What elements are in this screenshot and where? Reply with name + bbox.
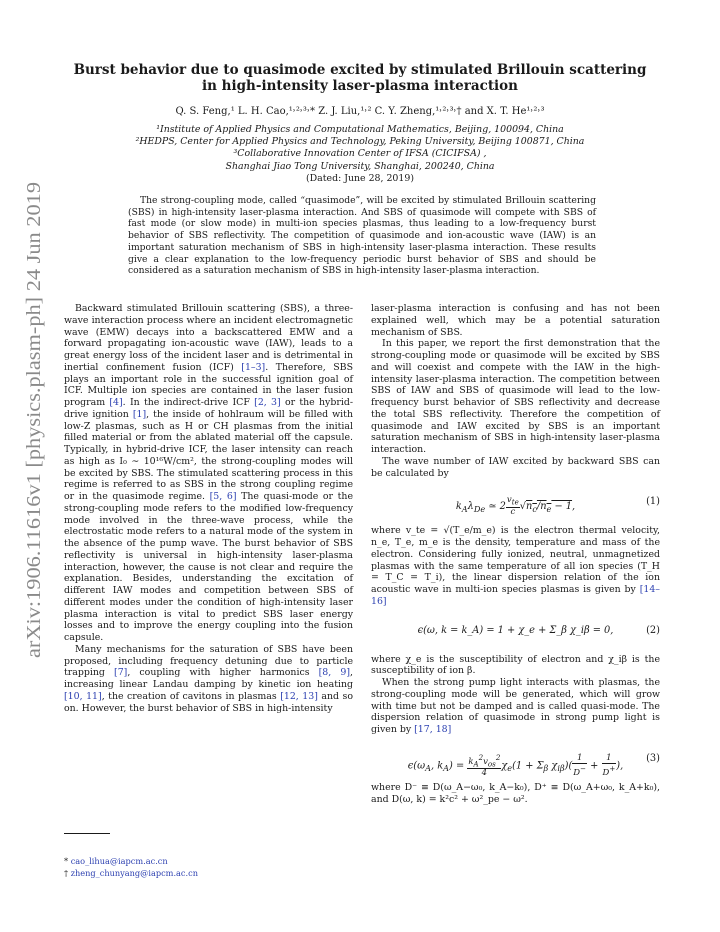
arxiv-stamp-text: arXiv:1906.11616v1 [physics.plasm-ph] 24 Jun 2019: [24, 242, 45, 658]
equation-2-body: ϵ(ω, k = k_A) = 1 + χ_e + Σ_β χ_iβ = 0,: [417, 624, 614, 636]
arxiv-stamp: [10, 180, 50, 660]
intro-paragraph: Backward stimulated Brillouin scattering (SBS), a three-wave interaction process where an incident electromagnetic wave (EMW) decays into a backscattered EMW and a forward propagating ion-acoustic wave (IAW), leads to a great energy loss of the incident laser and is detrimental in inertial confinement fusion (ICF) [1–3]. Therefore, SBS plays an important role in the successful ignition goal of ICF. Multiple ion species are contained in the laser fusion program [4]. In the indirect-drive ICF [2, 3] or the hybrid-drive ignition [1], the inside of hohlraum will be filled with low-Z plasmas, such as H or CH plasmas from the initial filled material or from the ablated material off the capsule. Typically, in hybrid-drive ICF, the laser intensity can reach as high as I₀ ∼ 10¹⁶W/cm², the strong-coupling modes will be excited by SBS. The stimulated scattering process in this regime is referred to as SBS in the strong coupling regime or in the quasimode regime. [5, 6] The quasi-mode or the strong-coupling mode refers to the modified low-frequency mode involved in the three-wave process, while the electrostatic mode refers to a natural mode of the system in the absence of the pump wave. The burst behavior of SBS reflectivity is universal in high-intensity laser-plasma interaction, however, the cause is not clear and require the explanation. Besides, understanding the excitation of different IAW modes and competition between SBS of different modes under the condition of high-intensity laser plasma interaction is vital to predict SBS laser energy losses and to improve the energy coupling into the fusion capsule.: [64, 303, 353, 643]
equation-1-body: $k_A\lambda_{De}$ ≃ 2 $\frac{v_{te}}{c}$ $√n_c/n_e - 1$,: [455, 495, 576, 517]
dated-line: (Dated: June 28, 2019): [306, 172, 414, 184]
wave-number-paragraph: The wave number of IAW excited by backward SBS can be calculated by: [371, 455, 660, 479]
citation-link[interactable]: [5, 6]: [209, 491, 237, 502]
affiliation-line: ¹Institute of Applied Physics and Computational Mathematics, Beijing, 100094, China: [156, 124, 564, 135]
footnote-corresponding-1: * cao_lihua@iapcm.ac.cn: [64, 856, 168, 866]
citation-link[interactable]: [10, 11]: [64, 690, 102, 702]
citation-link[interactable]: [17, 18]: [414, 724, 452, 735]
footnote-rule: [64, 833, 110, 834]
continued-paragraph: laser-plasma interaction is confusing and has not been explained well, which may be a potential saturation mechanism of SBS.: [371, 303, 660, 338]
right-column: [371, 303, 660, 805]
susceptibility-paragraph: where χ_e is the susceptibility of electron and χ_iβ is the susceptibility of ion β.: [371, 653, 660, 677]
equation-3: [371, 744, 660, 779]
report-paragraph: In this paper, we report the first demonstration that the strong-coupling mode or quasimode will be excited by SBS and will coexist and compete with the IAW in the high-intensity laser-plasma interaction. The competition between SBS of IAW and SBS of quasimode will lead to the low-frequency burst behavior of SBS reflectivity and decrease the total SBS reflectivity. Therefore the competition of quasimode and IAW excited by SBS is an important saturation mechanism of SBS in high-intensity laser-plasma interaction.: [371, 338, 660, 455]
footnotes: [64, 855, 198, 879]
abstract: The strong-coupling mode, called “quasimode”, will be excited by stimulated Brillouin scattering (SBS) in high-intensity laser-plasma interaction. And SBS of quasimode will compete with SBS of fast mode (or slow mode) in multi-ion species plasmas, thus leading to a low-frequency burst behavior of SBS reflectivity. The competition of quasimode and ion-acoustic wave (IAW) is an important saturation mechanism of SBS in high-intensity laser-plasma interaction. These results give a clear explanation to the low-frequency periodic burst behavior of SBS and should be considered as a saturation mechanism of SBS in high-intensity laser-plasma interaction.: [128, 195, 596, 277]
email-link[interactable]: zheng_chunyang@iapcm.ac.cn: [70, 868, 198, 878]
equation-3-number: (3): [646, 752, 660, 764]
equation-1-number: (1): [646, 496, 660, 508]
citation-link[interactable]: [8, 9]: [318, 667, 351, 679]
affiliation-line: Shanghai Jiao Tong University, Shanghai, 200240, China: [225, 160, 495, 172]
definitions-paragraph: where D⁻ ≡ D(ω_A−ω₀, k_A−k₀), D⁺ ≡ D(ω_A+ω₀, k_A+k₀), and D(ω, k) = k²c² + ω²_pe − ω².: [371, 781, 660, 805]
affiliation-line: ²HEDPS, Center for Applied Physics and Technology, Peking University, Beijing 100871, China: [135, 136, 585, 148]
footnote-corresponding-2: † zheng_chunyang@iapcm.ac.cn: [64, 868, 198, 878]
equation-3-body: $\epsilon(\omega_A$, $k_A$) = $\frac{k_A^2v_{os}^2}{4}$ $\chi_e(1 + \Sigma_\beta$ $\chi_{i\beta}$)( $\frac{1}{D^-}$ + $\frac{1}{D^+}$ ),: [407, 752, 624, 779]
saturation-paragraph: Many mechanisms for the saturation of SBS have been proposed, including frequency detuning due to particle trapping [7], coupling with higher harmonics [8, 9], increasing linear Landau damping by kinetic ion heating [10, 11], the creation of cavitons in plasmas [12, 13] and so on. However, the burst behavior of SBS in high-intensity: [64, 643, 354, 714]
citation-link[interactable]: [14–16]: [371, 584, 660, 607]
author-list: Q. S. Feng,¹ L. H. Cao,¹˒²˒³˒* Z. J. Liu,¹˒² C. Y. Zheng,¹˒²˒³˒† and X. T. He¹˒²˒³: [175, 106, 545, 117]
paper-title: Burst behavior due to quasimode excited by stimulated Brillouin scattering in high-intensity laser-plasma interaction: [73, 62, 647, 94]
citation-link[interactable]: [4]: [109, 397, 123, 408]
equation-2: [371, 616, 660, 646]
citation-link[interactable]: [2, 3]: [254, 397, 281, 408]
citation-link[interactable]: [7]: [114, 667, 128, 679]
affiliations: [70, 124, 650, 185]
citation-link[interactable]: [12, 13]: [280, 690, 318, 702]
email-link[interactable]: cao_lihua@iapcm.ac.cn: [70, 856, 168, 866]
dispersion-paragraph: where v_te = √(T_e/m_e) is the electron thermal velocity, n_e, T_e, m_e is the density, temperature and mass of the electron. Considering fully ionized, neutral, unmagnetized plasmas with the same temperature of all ion species (T_H = T_C = T_i), the linear dispersion relation of the ion acoustic wave in multi-ion species plasmas is given by [14–16]: [371, 525, 660, 607]
left-column: [64, 303, 353, 714]
equation-1: [371, 487, 660, 517]
equation-2-number: (2): [646, 624, 660, 636]
quasimode-paragraph: When the strong pump light interacts with plasmas, the strong-coupling mode will be generated, which will grow with time but not be damped and is called quasi-mode. The dispersion relation of quasimode in strong pump light is given by [17, 18]: [371, 677, 660, 735]
affiliation-line: ³Collaborative Innovation Center of IFSA (CICIFSA) ,: [233, 148, 487, 160]
citation-link[interactable]: [1]: [132, 408, 147, 420]
citation-link[interactable]: [1–3]: [241, 361, 266, 373]
